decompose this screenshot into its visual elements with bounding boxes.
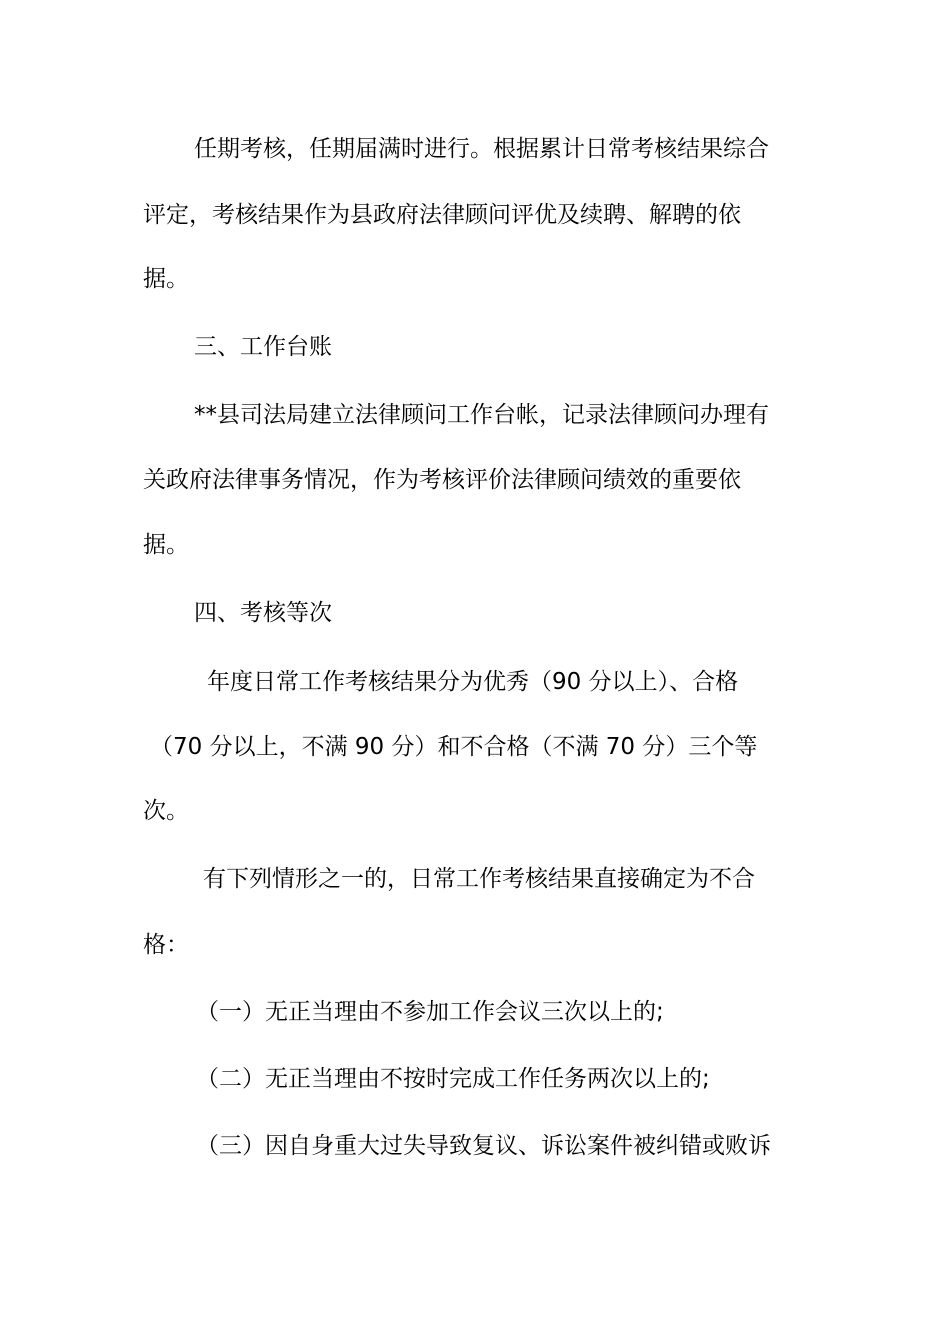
paragraph-1-line-1: 任期考核，任期届满时进行。根据累计日常考核结果综合: [194, 136, 769, 162]
paragraph-4-line-2: 格：: [143, 932, 189, 958]
section-heading-4: 四、考核等次: [194, 600, 332, 626]
paragraph-3-line-2: （70 分以上，不满 90 分）和不合格（不满 70 分）三个等: [150, 734, 758, 760]
paragraph-2-line-2: 关政府法律事务情况，作为考核评价法律顾问绩效的重要依: [143, 467, 741, 493]
paragraph-3-line-1: 年度日常工作考核结果分为优秀（90 分以上）、合格: [207, 669, 739, 695]
paragraph-2-line-1: **县司法局建立法律顾问工作台帐，记录法律顾问办理有: [194, 402, 769, 428]
paragraph-4-line-1: 有下列情形之一的，日常工作考核结果直接确定为不合: [203, 866, 755, 892]
list-item-3: （三）因自身重大过失导致复议、诉讼案件被纠错或败诉: [196, 1133, 771, 1159]
section-heading-3: 三、工作台账: [194, 334, 332, 360]
paragraph-2-line-3: 据。: [143, 532, 189, 558]
list-item-1: （一）无正当理由不参加工作会议三次以上的;: [196, 999, 664, 1025]
paragraph-3-line-3: 次。: [143, 798, 189, 824]
list-item-2: （二）无正当理由不按时完成工作任务两次以上的;: [196, 1066, 710, 1092]
paragraph-1-line-3: 据。: [143, 266, 189, 292]
paragraph-1-line-2: 评定，考核结果作为县政府法律顾问评优及续聘、解聘的依: [143, 202, 741, 228]
